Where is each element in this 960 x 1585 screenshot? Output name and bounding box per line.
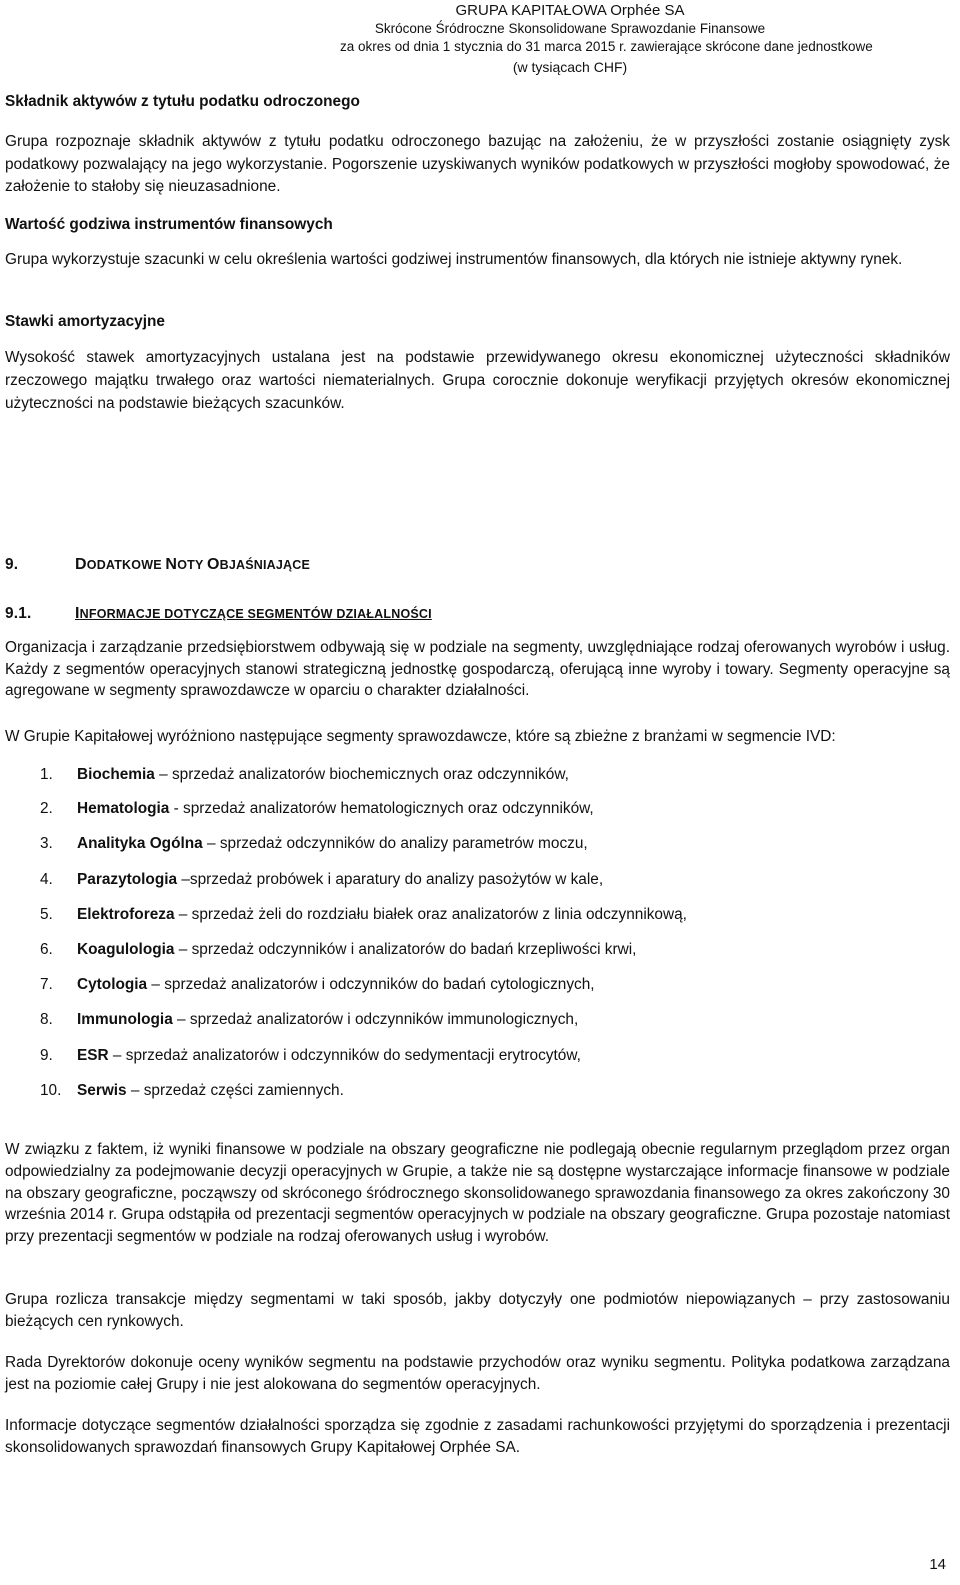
transactions-paragraph: Grupa rozlicza transakcje między segmentami w taki sposób, jakby dotyczyły one podmiotów niepowiązanych – przy zastosowaniu bieżących cen rynkowych.: [5, 1291, 950, 1330]
depreciation-paragraph: Wysokość stawek amortyzacyjnych ustalana jest na podstawie przewidywanego okresu ekonomicznej użyteczności składników rzeczowego majątku trwałego oraz wartości niematerialnych. Grupa corocznie dokonuje weryfikacji przyjętych okresów ekonomicznej użyteczności na podstawie bieżących szacunków.: [5, 349, 950, 412]
section-9-number: 9.: [5, 556, 19, 573]
report-title: Skrócone Śródroczne Skonsolidowane Sprawozdanie Finansowe: [374, 21, 766, 36]
section-9-1-number: 9.1.: [5, 605, 32, 622]
segment-item: 8. Immunologia – sprzedaż analizatorów i odczynników immunologicznych,: [40, 1011, 579, 1028]
depreciation-heading: Stawki amortyzacyjne: [5, 313, 165, 330]
deferred-tax-paragraph: Grupa rozpoznaje składnik aktywów z tytułu podatku odroczonego bazując na założeniu, że w przyszłości zostanie osiągnięty zysk podatkowy pozwalający na jego wykorzystanie. Pogorszenie uzyskiwanych wyników podatkowych w przyszłości mogłoby spowodować, że założenie to stałoby się nieuzasadnione.: [5, 133, 950, 195]
fair-value-heading: Wartość godziwa instrumentów finansowych: [5, 216, 333, 233]
section-9-heading: 9. DODATKOWE NOTY OBJAŚNIAJĄCE: [5, 555, 310, 576]
board-paragraph: Rada Dyrektorów dokonuje oceny wyników segmentu na podstawie przychodów oraz wyniku segmentu. Polityka podatkowa zarządzana jest na poziomie całej Grupy i nie jest alokowana do segmentów operacyjnych.: [5, 1354, 950, 1393]
segment-item: 5. Elektroforeza – sprzedaż żeli do rozdziału białek oraz analizatorów z linia odczynnikową,: [40, 906, 687, 923]
segment-item: 1. Biochemia – sprzedaż analizatorów biochemicznych oraz odczynników,: [40, 766, 569, 783]
segment-item: 2. Hematologia - sprzedaż analizatorów hematologicznych oraz odczynników,: [40, 800, 594, 817]
deferred-tax-heading: Składnik aktywów z tytułu podatku odroczonego: [5, 93, 360, 110]
segment-item: 4. Parazytologia –sprzedaż probówek i aparatury do analizy pasożytów w kale,: [40, 871, 604, 888]
segment-item: 3. Analityka Ogólna – sprzedaż odczynników do analizy parametrów moczu,: [40, 835, 588, 852]
report-header: [340, 2, 873, 76]
report-period: za okres od dnia 1 stycznia do 31 marca 2015 r. zawierające skrócone dane jednostkowe: [340, 39, 873, 54]
page-number: 14: [929, 1556, 946, 1573]
segment-item: 10. Serwis – sprzedaż części zamiennych.: [40, 1082, 344, 1099]
section-9-1-heading: 9.1. INFORMACJE DOTYCZĄCE SEGMENTÓW DZIAŁALNOŚCI: [5, 604, 432, 625]
geographic-paragraph: W związku z faktem, iż wyniki finansowe w podziale na obszary geograficzne nie podlegają obecnie regularnym przeglądom przez organ odpowiedzialny za podejmowanie decyzji operacyjnych w Grupie, a także nie są dostępne wystarczające informacje finansowe w podziale na obszary geograficzne, począwszy od skróconego śródrocznego skonsolidowanego sprawozdania finansowego za okres zakończony 30 września 2014 r. Grupa odstąpiła od prezentacji segmentów operacyjnych w podziale na obszary geograficzne. Grupa pozostaje natomiast przy prezentacji segmentów w podziale na rodzaj oferowanych usług i wyrobów.: [5, 1141, 950, 1246]
report-units: (w tysiącach CHF): [512, 59, 628, 75]
company-name: GRUPA KAPITAŁOWA Orphée SA: [455, 2, 685, 19]
segments-intro-paragraph: Organizacja i zarządzanie przedsiębiorstwem odbywają się w podziale na segmenty, uwzględniające rodzaj oferowanych wyrobów i usług. Każdy z segmentów operacyjnych stanowi strategiczną jednostkę gospodarczą, oferującą inne wyroby i towary. Segmenty operacyjne są agregowane w segmenty sprawozdawcze w oparciu o charakter działalności.: [5, 639, 950, 699]
segment-item: 9. ESR – sprzedaż analizatorów i odczynników do sedymentacji erytrocytów,: [40, 1047, 581, 1064]
segment-item: 7. Cytologia – sprzedaż analizatorów i odczynników do badań cytologicznych,: [40, 976, 595, 993]
segments-list-intro: W Grupie Kapitałowej wyróżniono następujące segmenty sprawozdawcze, które są zbieżne z branżami w segmencie IVD:: [5, 728, 836, 745]
segment-item: 6. Koagulologia – sprzedaż odczynników i analizatorów do badań krzepliwości krwi,: [40, 941, 637, 958]
fair-value-paragraph: Grupa wykorzystuje szacunki w celu określenia wartości godziwej instrumentów finansowych, dla których nie istnieje aktywny rynek.: [5, 251, 903, 268]
ifrs-paragraph: Informacje dotyczące segmentów działalności sporządza się zgodnie z zasadami rachunkowości przyjętymi do sporządzenia i prezentacji skonsolidowanych sprawozdań finansowych Grupy Kapitałowej Orphée SA.: [5, 1417, 950, 1456]
